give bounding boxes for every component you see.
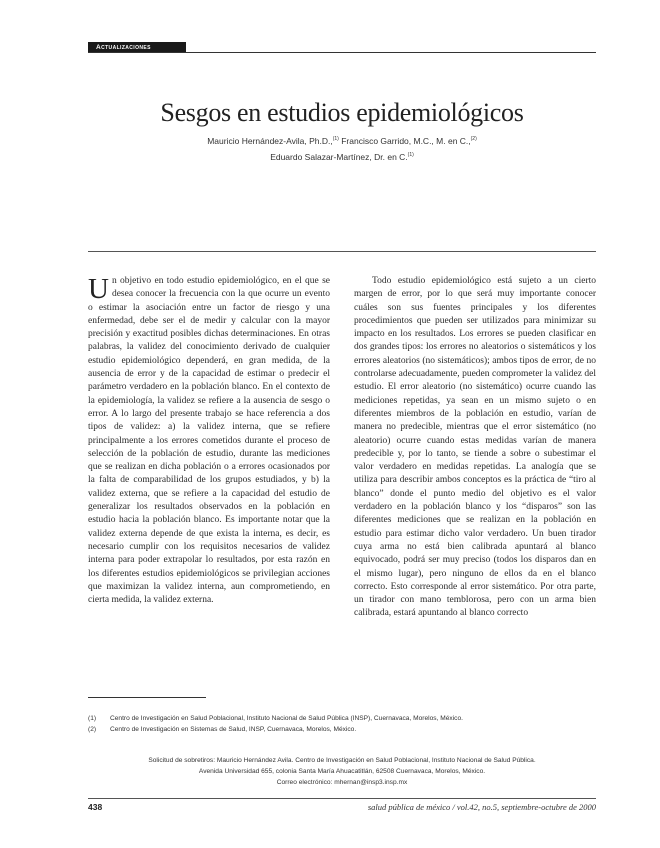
authors-line-1: [88, 132, 596, 148]
page-number: 438: [88, 802, 103, 812]
authors-line-2: [88, 148, 596, 164]
reprint-line: Avenida Universidad 655, colonia Santa María Ahuacatitlán, 62508 Cuernavaca, Morelos, México.: [198, 768, 486, 776]
footnote-number: (2): [88, 726, 97, 733]
left-column-text: n objetivo en todo estudio epidemiológico, en el que se desea conocer la frecuencia con la que ocurre un evento o estimar la asociación entre un factor de riesgo y una enfermedad, debe ser el de medir y calcular con la mayor precisión y exactitud posibles dichas determinaciones. En otras palabras, la validez del conocimiento derivado de cualquier estudio epidemiológico dependerá, en gran medida, de la ausencia de error y de la capacidad de estimar o predecir el parámetro verdadero en la población blanco. En el contexto de la epidemiología, la validez se refiere a la ausencia de sesgo o error. A lo largo del presente trabajo se hace referencia a dos tipos de validez: a) la validez interna, que se refiere principalmente a los errores cometidos durante el proceso de selección de la población de estudio, durante las mediciones que se realizan en dicha población o a errores ocasionados por la falta de comparabilidad de los grupos estudiados, y b) la validez externa, que se refiere a la capacidad del estudio de generalizar los resultados observados en la población en estudio hacia la población blanco. Es importante notar que la validez externa depende de que exista la interna, es decir, es necesario cumplir con los requisitos necesarios de validez interna para poder extrapolar lo resultados, por esta razón en los diferentes estudios epidemiológicos se privilegian acciones que maximizan la validez interna, aun comprometiendo, en cierta medida, la validez externa.: [88, 276, 330, 606]
author-2: Francisco Garrido, M.C., M. en C.,: [338, 135, 471, 146]
footnote-text: Centro de Investigación en Sistemas de Salud, INSP, Cuernavaca, Morelos, México.: [110, 726, 357, 733]
article-title: Sesgos en estudios epidemiológicos: [160, 98, 524, 128]
footnote: [88, 713, 596, 724]
drop-cap: U: [88, 273, 109, 305]
author-1: Mauricio Hernández-Avila, Ph.D.,: [207, 135, 333, 146]
footnote: [88, 724, 596, 735]
right-column-text: Todo estudio epidemiológico está sujeto a un cierto margen de error, por lo que será muy importante conocer cuáles son sus fuentes principales y los diferentes procedimientos que pueden ser utilizados para minimizar su impacto en los resultados. Los errores se pueden clasificar en dos grandes tipos: los errores no aleatorios o sistemáticos y los errores aleatorios (no sistemáticos); ambos tipos de error, de no controlarse adecuadamente, pueden comprometer la validez del estudio. El error aleatorio (no sistemático) ocurre cuando las mediciones repetidas, ya sean en un mismo sujeto o en diferentes miembros de la población en estudio, varían de manera no predecible, mientras que el error sistemático (no aleatorio) ocurre cuando estas medidas varían de manera predecible y, por lo tanto, se tiende a sobre o subestimar el valor verdadero en medidas repetidas. La analogía que se utiliza para describir ambos conceptos es la práctica de “tiro al blanco” donde el punto medio del objetivo es el valor verdadero en la población blanco y los “disparos” son las diferentes mediciones que se realizan en la población en estudio para estimar dicho valor verdadero. Un buen tirador cuya arma no está bien calibrada apuntará al blanco equivocado, podrá ser muy preciso (todos los disparos dan en el mismo lugar), pero ninguno de ellos da en el blanco correcto. Esto corresponde al error sistemático. Por otra parte, un tirador con mano temblorosa, pero con un arma bien calibrada, estará apuntando al blanco correcto: [354, 276, 596, 619]
author-3-affiliation: (1): [407, 151, 414, 158]
top-rule: [88, 52, 596, 53]
reprint-line: Solicitud de sobretiros: Mauricio Hernández Avila. Centro de Investigación en Salud Poblacional, Instituto Nacional de Salud Pública.: [148, 757, 536, 764]
footnote-text: Centro de Investigación en Salud Poblacional, Instituto Nacional de Salud Pública (INSP), Cuernavaca, Morelos, México.: [110, 715, 463, 722]
authors: [88, 132, 596, 164]
footnotes: [88, 713, 596, 735]
body-column-left: [88, 275, 330, 607]
section-tag: Actualizaciones: [88, 42, 186, 53]
footer-rule: [88, 798, 596, 799]
body-column-right: [354, 275, 596, 621]
header-divider: [88, 251, 596, 252]
author-2-affiliation: (2): [470, 136, 477, 142]
reprint-request: [88, 755, 596, 789]
reprint-email: Correo electrónico: mhernan@insp3.insp.mx: [276, 779, 408, 787]
author-1-affiliation: (1): [332, 136, 339, 142]
author-3: Eduardo Salazar-Martínez, Dr. en C.: [270, 151, 408, 162]
footnote-rule: [88, 697, 206, 698]
footnote-number: (1): [88, 715, 97, 722]
journal-citation: salud pública de méxico / vol.42, no.5, septiembre-octubre de 2000: [367, 802, 596, 812]
